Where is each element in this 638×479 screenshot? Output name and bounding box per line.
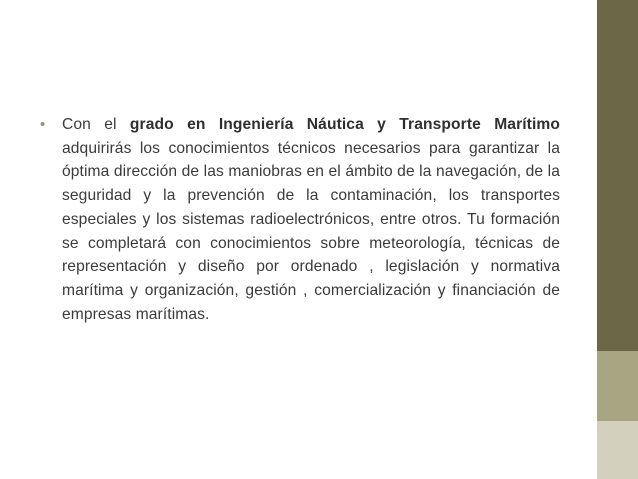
decorative-side-band [597,0,638,479]
degree-name-bold: grado en Ingeniería Náutica y Transporte Marítimo [129,116,560,133]
bullet-icon: • [40,116,46,133]
paragraph-body: adquirirás los conocimientos técnicos necesarios para garantizar la óptima dirección de las maniobras en el ámbito de la navegación, de la seguridad y la prevención de la contaminación, los transportes especiales y los sistemas radioelectrónicos, entre otros. Tu formación se completará con conocimientos sobre meteorología, técnicas de representación y diseño por ordenado , legislación y normativa marítima y organización, gestión , comercialización y ﬁnanciación de empresas marítimas. [62,139,560,323]
bullet-item [40,113,560,326]
side-band-bottom-block [597,421,638,479]
side-band-middle-block [597,351,638,421]
paragraph-intro: Con el [62,116,130,133]
bullet-paragraph [62,113,560,326]
side-band-top-block [597,0,638,351]
slide-content [40,113,560,326]
